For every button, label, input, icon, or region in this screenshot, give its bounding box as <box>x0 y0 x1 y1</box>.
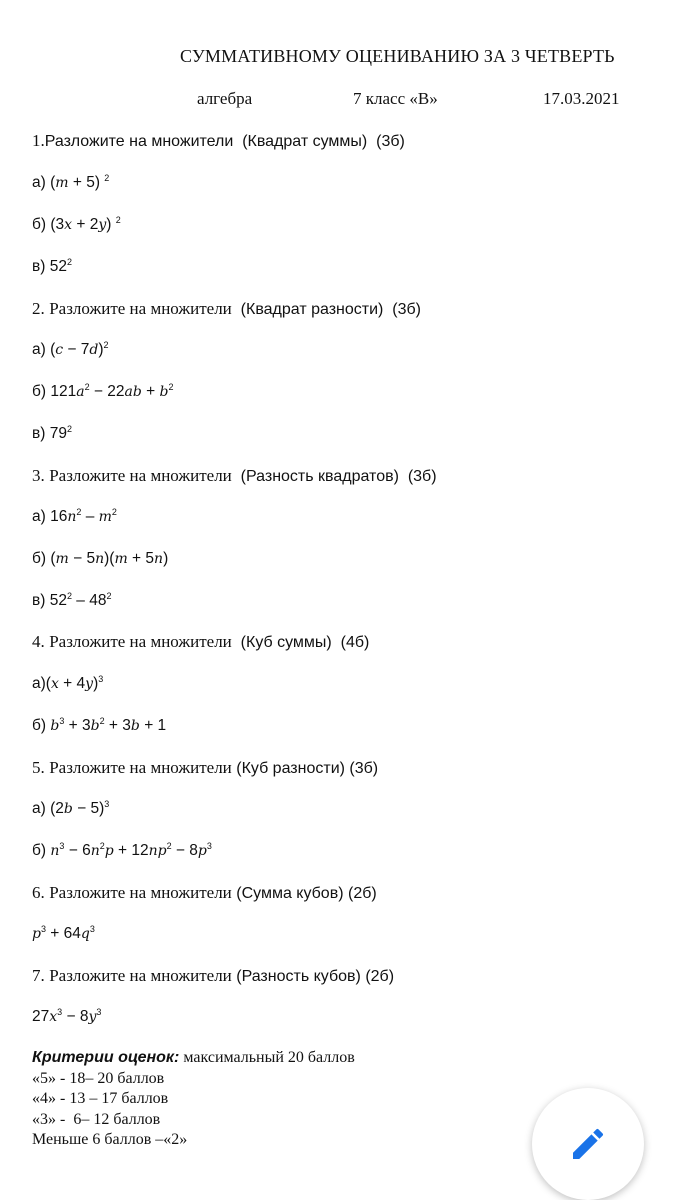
expression-item: а) $(2b - 5)^3$ <box>32 799 110 817</box>
criteria-line: «4» - 13 – 17 баллов <box>32 1090 169 1107</box>
expression-item: а) $16n^2 - m^2$ <box>32 507 117 525</box>
expression-item: б) $121a^2 - 22ab + b^2$ <box>32 382 174 400</box>
grade-label: 7 класс «В» <box>353 89 438 108</box>
task-heading: 1.Разложите на множители (Квадрат суммы) (3б) <box>32 131 405 150</box>
subject-label: алгебра <box>197 89 253 108</box>
expression-item: в) $52^2$ <box>32 257 72 275</box>
task-heading: 3. Разложите на множители (Разность квадратов) (3б) <box>32 466 437 485</box>
expression-item: $p^3 + 64q^3$ <box>32 924 95 942</box>
expression-item: б) (3x + 2y) $^2$ <box>32 215 121 233</box>
criteria-line: Меньше 6 баллов –«2» <box>32 1131 188 1148</box>
criteria-line: «3» - 6– 12 баллов <box>32 1110 161 1128</box>
expression-item: в) $52^2 - 48^2$ <box>32 591 112 609</box>
expression-item: $27x^3 - 8y^3$ <box>32 1007 102 1025</box>
expression-item: $а)(x + 4y)^3$ <box>32 674 104 692</box>
criteria-max: максимальный 20 баллов <box>183 1049 355 1066</box>
pencil-icon <box>568 1124 608 1164</box>
document-title: СУММАТИВНОМУ ОЦЕНИВАНИЮ ЗА 3 ЧЕТВЕРТЬ <box>180 46 615 66</box>
expression-item: а) (m + 5) $^2$ <box>32 173 110 191</box>
expression-item: б) (m − 5n)(m + 5n) <box>32 550 169 567</box>
expression-item: б) $n^3 - 6n^2p + 12np^2 - 8p^3$ <box>32 841 212 859</box>
task-heading: 2. Разложите на множители (Квадрат разности) (3б) <box>32 299 421 318</box>
task-heading: 4. Разложите на множители (Куб суммы) (4б) <box>32 632 370 651</box>
expression-item: б) $b^3 + 3b^2 + 3b + 1$ <box>32 716 167 734</box>
task-heading: 5. Разложите на множители (Куб разности) (3б) <box>32 758 379 777</box>
task-heading: 7. Разложите на множители (Разность кубов) (2б) <box>32 966 395 985</box>
date-label: 17.03.2021 <box>543 89 620 108</box>
criteria-line: «5» - 18– 20 баллов <box>32 1069 165 1087</box>
grading-criteria <box>32 1048 355 1151</box>
expression-item: а) $(c - 7d)^2$ <box>32 340 109 358</box>
expression-item: в) $79^2$ <box>32 424 72 442</box>
task-heading: 6. Разложите на множители (Сумма кубов) (2б) <box>32 883 377 902</box>
criteria-label: Критерии оценок: <box>32 1049 180 1066</box>
edit-button[interactable] <box>532 1088 644 1200</box>
